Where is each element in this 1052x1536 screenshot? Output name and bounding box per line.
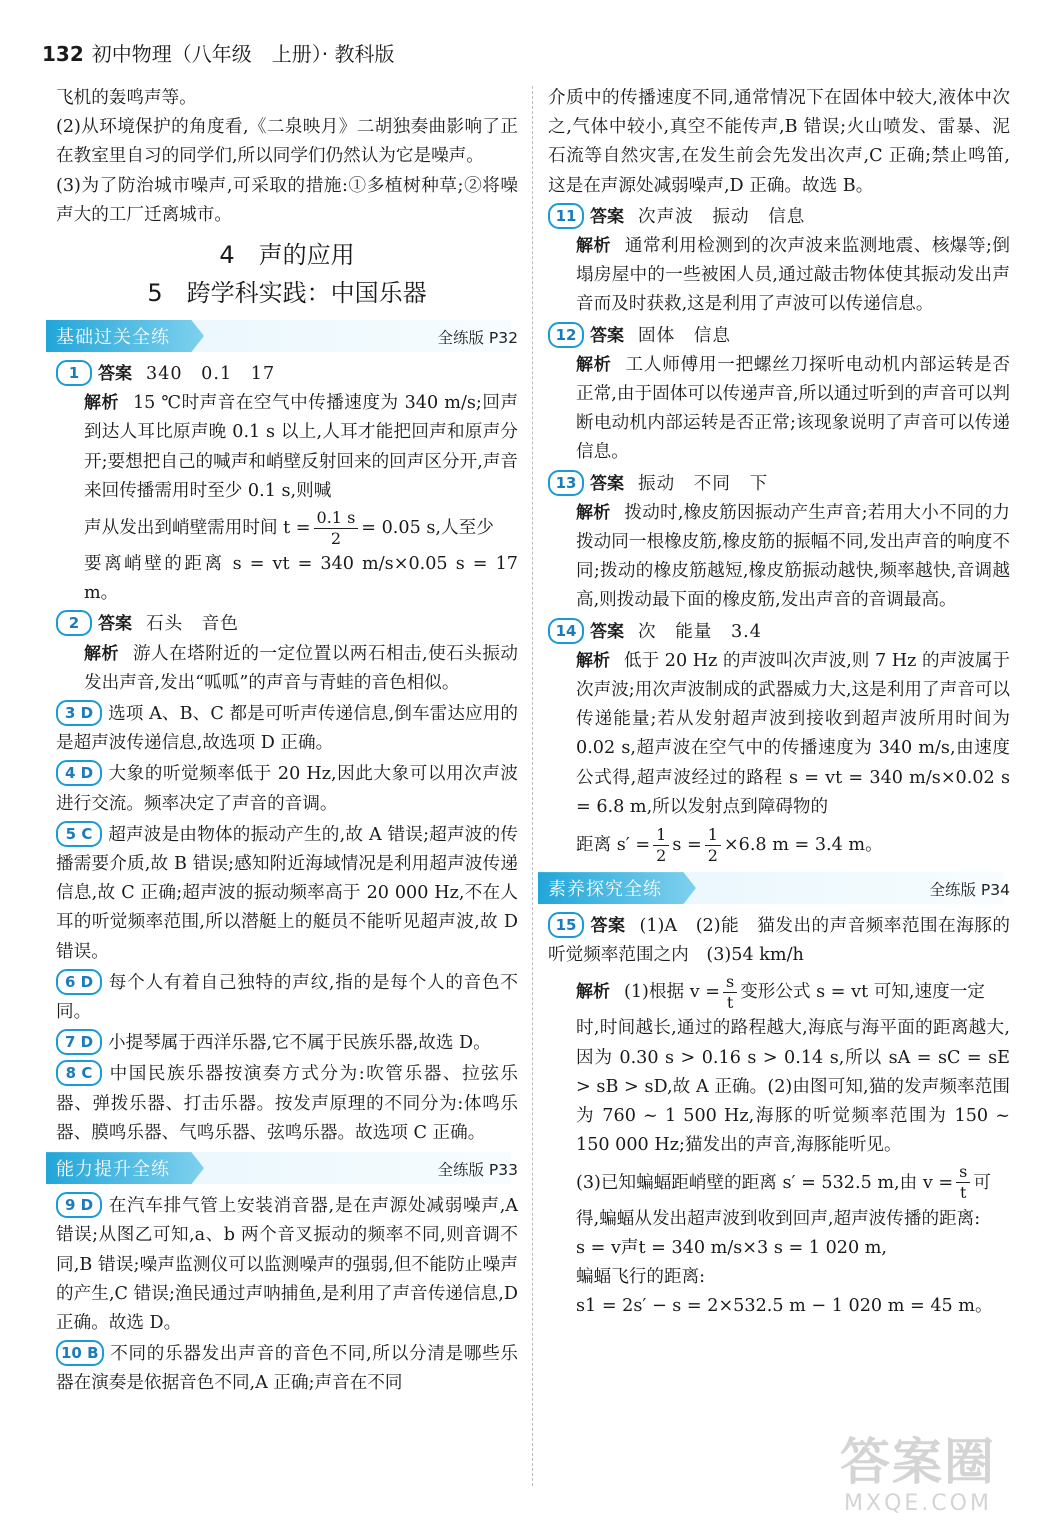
- answer-text: 次声波 振动 信息: [638, 206, 806, 227]
- question-number: 9 D: [56, 1192, 102, 1218]
- formula-text: 可: [973, 1172, 991, 1193]
- question-number: 15: [548, 912, 584, 938]
- answer-label: 答案: [590, 916, 626, 937]
- formula-text: 距离 s′ =: [576, 835, 651, 856]
- analysis-text: 超声波是由物体的振动产生的,故 A 错误;超声波的传播需要介质,故 B 错误;感知附近海域情况是利用超声波传递信息,故 C 正确;超声波的振动频率高于 20 000 Hz,不在人耳的听觉频率范围,所以潜艇上的艇员不能听见超声波,故 D 错误。: [56, 824, 518, 962]
- analysis-label: 解析: [576, 650, 611, 671]
- question-item: [548, 322, 1010, 468]
- analysis-text: 拨动时,橡皮筋因振动产生声音;若用大小不同的力拨动同一根橡皮筋,橡皮筋的振幅不同,发出声音的响度不同;拨动的橡皮筋越短,橡皮筋振动越快,频率越快,音调越高,则拨动最下面的橡皮筋,发出声音的音调最高。: [576, 502, 1010, 611]
- analysis-label: 解析: [84, 393, 119, 414]
- question-item: [56, 1192, 518, 1338]
- answer-text: (1)A (2)能 猫发出的声音频率范围在海豚的听觉频率范围之内 (3)54 km/h: [548, 916, 1010, 966]
- question-item: [56, 1340, 518, 1398]
- page-header: [42, 38, 394, 67]
- analysis-text: 工人师傅用一把螺丝刀探听电动机内部运转是否正常,由于固体可以传递声音,所以通过听到的声音可以判断电动机内部运转是否正常;该现象说明了声音可以传递信息。: [576, 354, 1011, 463]
- paragraph: 飞机的轰鸣声等。: [56, 88, 197, 108]
- numerator: 1: [705, 825, 721, 846]
- fraction: [956, 1162, 970, 1203]
- section-title: 4 声的应用: [219, 241, 355, 270]
- fraction: [705, 825, 721, 866]
- numerator: 0.1 s: [314, 508, 359, 529]
- question-item: [548, 203, 1010, 320]
- column-divider: [532, 86, 533, 1486]
- analysis-text: 小提琴属于西洋乐器,它不属于民族乐器,故选 D。: [108, 1033, 491, 1054]
- question-number: 1: [56, 360, 92, 386]
- analysis-label: 解析: [576, 354, 612, 375]
- question-number: 8 C: [56, 1060, 102, 1086]
- watermark-logo: [818, 1433, 1018, 1528]
- question-item: [56, 760, 518, 818]
- analysis-text: 在汽车排气管上安装消音器,是在声源处减弱噪声,A 错误;从图乙可知,a、b 两个音叉振动的频率不同,则音调不同,B 错误;噪声监测仪可以监测噪声的强弱,但不能防止噪声的产生,C 错误;渔民通过声呐捕鱼,是利用了声音传递信息,D 正确。故选 D。: [56, 1196, 518, 1333]
- question-number: 4 D: [56, 760, 102, 786]
- formula-text: (1)根据 v =: [624, 982, 720, 1003]
- question-item: [56, 1029, 518, 1058]
- paragraph: (3)为了防治城市噪声,可采取的措施:①多植树种草;②将噪声大的工厂迁离城市。: [56, 175, 518, 225]
- denominator: 2: [656, 845, 667, 865]
- fraction: [314, 508, 359, 549]
- fraction: [723, 972, 737, 1013]
- banner-ref: 全练版 P34: [929, 881, 1010, 900]
- question-number: 5 C: [56, 821, 102, 847]
- question-item: [56, 969, 518, 1027]
- answer-text: 固体 信息: [638, 325, 731, 346]
- question-item: [56, 610, 518, 698]
- analysis-text: 大象的听觉频率低于 20 Hz,因此大象可以用次声波进行交流。频率决定了声音的音调。: [56, 764, 518, 814]
- fraction: [653, 825, 669, 866]
- formula-text: 变形公式 s = vt 可知,速度一定: [740, 982, 985, 1003]
- formula-text: 声从发出到峭壁需用时间 t =: [84, 518, 311, 539]
- paragraph: 介质中的传播速度不同,通常情况下在固体中较大,液体中次之,气体中较小,真空不能传声,B 错误;火山喷发、雷暴、泥石流等自然灾害,在发生前会先发出次声,C 正确;禁止鸣笛,这是在声源处减弱噪声,D 正确。故选 B。: [548, 88, 1010, 196]
- banner-ref: 全练版 P33: [437, 1161, 518, 1180]
- numerator: s: [956, 1162, 970, 1183]
- question-number: 11: [548, 203, 584, 229]
- analysis-text: 蝙蝠飞行的距离:: [576, 1266, 706, 1287]
- answer-label: 答案: [590, 325, 624, 346]
- analysis-text: 中国民族乐器按演奏方式分为:吹管乐器、拉弦乐器、弹拨乐器、打击乐器。按发声原理的不同分为:体鸣乐器、膜鸣乐器、气鸣乐器、弦鸣乐器。故选项 C 正确。: [56, 1064, 518, 1143]
- numerator: s: [723, 972, 737, 993]
- formula-text: s =: [672, 835, 702, 856]
- banner-label: 基础过关全练: [56, 327, 170, 349]
- watermark-url: MXQE.COM: [844, 1491, 992, 1516]
- question-item: [56, 821, 518, 967]
- question-item: [56, 1060, 518, 1148]
- paragraph: (2)从环境保护的角度看,《二泉映月》二胡独奏曲影响了正在教室里自习的同学们,所以同学们仍然认为它是噪声。: [56, 117, 518, 167]
- banner-ref: 全练版 P32: [437, 329, 518, 348]
- question-number: 13: [548, 470, 584, 496]
- right-column: [548, 84, 1010, 1321]
- question-number: 10 B: [56, 1340, 104, 1366]
- analysis-text: 不同的乐器发出声音的音色不同,所以分清是哪些乐器在演奏是依据音色不同,A 正确;声音在不同: [56, 1344, 518, 1394]
- section-banner: [46, 320, 518, 352]
- analysis-label: 解析: [576, 982, 610, 1003]
- watermark-text: 答案圈: [840, 1433, 996, 1491]
- answer-label: 答案: [590, 206, 624, 227]
- analysis-label: 解析: [576, 236, 611, 257]
- book-title: 初中物理（八年级 上册）· 教科版: [91, 42, 395, 66]
- denominator: t: [960, 1183, 967, 1202]
- question-item: [56, 360, 518, 608]
- formula-text: ×6.8 m = 3.4 m。: [723, 835, 883, 856]
- analysis-text: 低于 20 Hz 的声波叫次声波,则 7 Hz 的声波属于次声波;用次声波制成的武器威力大,这是利用了声音可以传递能量;若从发射超声波到接收到超声波所用时间为 0.02 s,超声波在空气中的传播速度为 340 m/s,由速度公式得,超声波经过的路程 s = vt = 340 m/s×0.02 s = 6.8 m,所以发射点到障碍物的: [576, 650, 1010, 817]
- question-number: 2: [56, 610, 92, 636]
- question-item: [548, 470, 1010, 616]
- question-item: [548, 912, 1010, 1321]
- answer-text: 石头 音色: [146, 614, 239, 635]
- left-column: [56, 84, 518, 1399]
- answer-text: 340 0.1 17: [146, 364, 276, 385]
- analysis-text: 要离峭壁的距离 s = vt = 340 m/s×0.05 s = 17 m。: [84, 554, 518, 604]
- question-number: 12: [548, 322, 584, 348]
- banner-label: 能力提升全练: [56, 1159, 170, 1181]
- denominator: 2: [707, 845, 718, 865]
- analysis-text: 游人在塔附近的一定位置以两石相击,使石头振动发出声音,发出“呱呱”的声音与青蛙的音色相似。: [84, 643, 518, 693]
- analysis-text: 得,蝙蝠从发出超声波到收到回声,超声波传播的距离:: [576, 1208, 981, 1229]
- numerator: 1: [653, 825, 669, 846]
- answer-label: 答案: [590, 621, 624, 642]
- section-title: 5 跨学科实践：中国乐器: [147, 279, 427, 308]
- answer-text: 振动 不同 下: [638, 473, 769, 494]
- answer-label: 答案: [98, 364, 132, 385]
- answer-label: 答案: [590, 473, 624, 494]
- analysis-text: 选项 A、B、C 都是可听声传递信息,倒车雷达应用的是超声波传递信息,故选项 D 正确。: [56, 704, 518, 754]
- question-item: [548, 618, 1010, 868]
- answer-text: 次 能量 3.4: [638, 621, 762, 642]
- question-number: 6 D: [56, 969, 102, 995]
- banner-label: 素养探究全练: [548, 879, 662, 901]
- page-number: 132: [42, 42, 84, 66]
- question-number: 14: [548, 618, 584, 644]
- question-item: [56, 700, 518, 758]
- analysis-label: 解析: [84, 643, 119, 664]
- answer-label: 答案: [98, 614, 132, 635]
- analysis-text: 通常利用检测到的次声波来监测地震、核爆等;倒塌房屋中的一些被困人员,通过敲击物体使其振动发出声音而及时获救,这是利用了声波可以传递信息。: [576, 236, 1010, 315]
- denominator: t: [726, 992, 734, 1012]
- analysis-text: 每个人有着自己独特的声纹,指的是每个人的音色不同。: [56, 972, 518, 1023]
- analysis-label: 解析: [576, 502, 611, 523]
- question-number: 7 D: [56, 1029, 102, 1055]
- formula-text: = 0.05 s,人至少: [361, 518, 494, 539]
- formula-text: s1 = 2s′ − s = 2×532.5 m − 1 020 m = 45 m。: [576, 1296, 993, 1317]
- section-banner: [538, 872, 1010, 904]
- section-banner: [46, 1152, 518, 1184]
- formula-text: s = v声t = 340 m/s×3 s = 1 020 m,: [576, 1237, 888, 1258]
- analysis-text: 15 ℃时声音在空气中传播速度为 340 m/s;回声到达人耳比原声晚 0.1 s 以上,人耳才能把回声和原声分开;要想把自己的喊声和峭壁反射回来的回声区分开,声音来回传播需用时至少 0.1 s,则喊: [84, 393, 518, 501]
- formula-text: (3)已知蝙蝠距峭壁的距离 s′ = 532.5 m,由 v =: [576, 1172, 954, 1193]
- denominator: 2: [330, 528, 341, 548]
- question-number: 3 D: [56, 700, 102, 726]
- analysis-text: 时,时间越长,通过的路程越大,海底与海平面的距离越大,因为 0.30 s > 0.16 s > 0.14 s,所以 sA = sC = sE > sB > sD,故 A 正确。(2)由图可知,猫的发声频率范围为 760 ~ 1 500 Hz,海豚的听觉频率范围为 150 ~ 150 000 Hz;猫发出的声音,海豚能听见。: [576, 1018, 1010, 1156]
